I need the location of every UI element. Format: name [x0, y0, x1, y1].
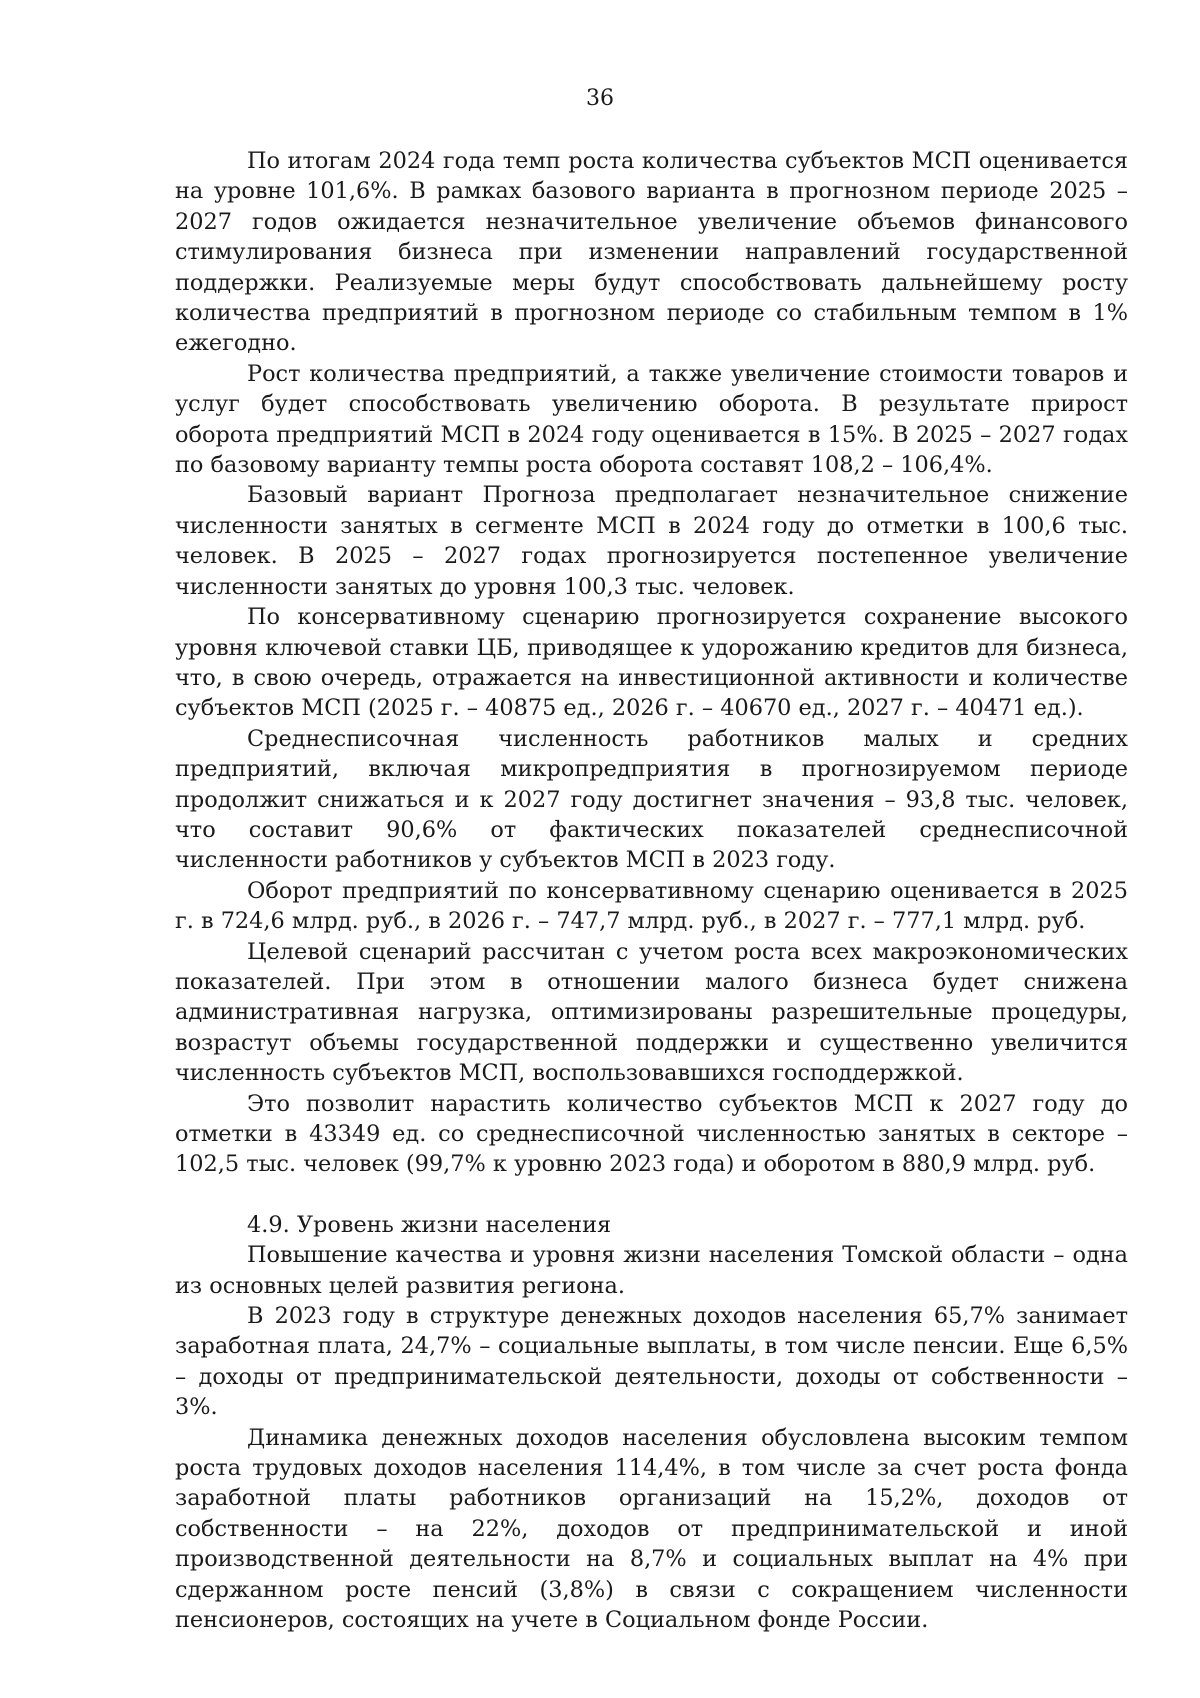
paragraph-living-goal: Повышение качества и уровня жизни населения Томской области – одна из основных целей развития региона.	[175, 1242, 1128, 1299]
paragraph-income-structure: В 2023 году в структуре денежных доходов населения 65,7% занимает заработная плата, 24,7% – социальные выплаты, в том числе пенсии. Еще 6,5% – доходы от предпринимательской деятельности, доходы от собственности – 3%.	[175, 1303, 1128, 1421]
section-heading-living-standards: 4.9. Уровень жизни населения	[247, 1211, 612, 1238]
paragraph-msp-count-growth: По итогам 2024 года темп роста количества субъектов МСП оценивается на уровне 101,6%. В рамках базового варианта в прогнозном периоде 2025 – 2027 годов ожидается незначительное увеличение объемов финансового стимулирования бизнеса при изменении направлений государственной поддержки. Реализуемые меры будут способствовать дальнейшему росту количества предприятий в прогнозном периоде со стабильным темпом в 1% ежегодно.	[175, 148, 1128, 357]
page-number: 36	[586, 86, 614, 111]
paragraph-msp-conservative-count: По консервативному сценарию прогнозируется сохранение высокого уровня ключевой ставки ЦБ, приводящее к удорожанию кредитов для бизнеса, что, в свою очередь, отражается на инвестиционной активности и количестве субъектов МСП (2025 г. – 40875 ед., 2026 г. – 40670 ед., 2027 г. – 40471 ед.).	[175, 604, 1128, 722]
paragraph-msp-employment-base: Базовый вариант Прогноза предполагает незначительное снижение численности занятых в сегменте МСП в 2024 году до отметки в 100,6 тыс. человек. В 2025 – 2027 годах прогнозируется постепенное увеличение численности занятых до уровня 100,3 тыс. человек.	[175, 482, 1128, 600]
document-body	[175, 146, 1128, 1636]
paragraph-msp-conservative-employment: Среднесписочная численность работников малых и средних предприятий, включая микропредприятия в прогнозируемом периоде продолжит снижаться и к 2027 году достигнет значения – 93,8 тыс. человек, что составит 90,6% от фактических показателей среднесписочной численности работников у субъектов МСП в 2023 году.	[175, 725, 1128, 874]
paragraph-msp-target-scenario: Целевой сценарий рассчитан с учетом роста всех макроэкономических показателей. При этом в отношении малого бизнеса будет снижена административная нагрузка, оптимизированы разрешительные процедуры, возрастут объемы государственной поддержки и существенно увеличится численность субъектов МСП, воспользовавшихся господдержкой.	[175, 938, 1128, 1087]
paragraph-msp-target-results: Это позволит нарастить количество субъектов МСП к 2027 году до отметки в 43349 ед. со среднесписочной численностью занятых в секторе – 102,5 тыс. человек (99,7% к уровню 2023 года) и оборотом в 880,9 млрд. руб.	[175, 1090, 1128, 1178]
paragraph-income-dynamics: Динамика денежных доходов населения обусловлена высоким темпом роста трудовых доходов населения 114,4%, в том числе за счет роста фонда заработной платы работников организаций на 15,2%, доходов от собственности – на 22%, доходов от предпринимательской и иной производственной деятельности на 8,7% и социальных выплат на 4% при сдержанном росте пенсий (3,8%) в связи с сокращением численности пенсионеров, состоящих на учете в Социальном фонде России.	[175, 1424, 1128, 1634]
paragraph-msp-conservative-turnover: Оборот предприятий по консервативному сценарию оценивается в 2025 г. в 724,6 млрд. руб., в 2026 г. – 747,7 млрд. руб., в 2027 г. – 777,1 млрд. руб.	[175, 877, 1128, 935]
paragraph-msp-turnover-growth: Рост количества предприятий, а также увеличение стоимости товаров и услуг будет способствовать увеличению оборота. В результате прирост оборота предприятий МСП в 2024 году оценивается в 15%. В 2025 – 2027 годах по базовому варианту темпы роста оборота составят 108,2 – 106,4%.	[175, 360, 1128, 479]
